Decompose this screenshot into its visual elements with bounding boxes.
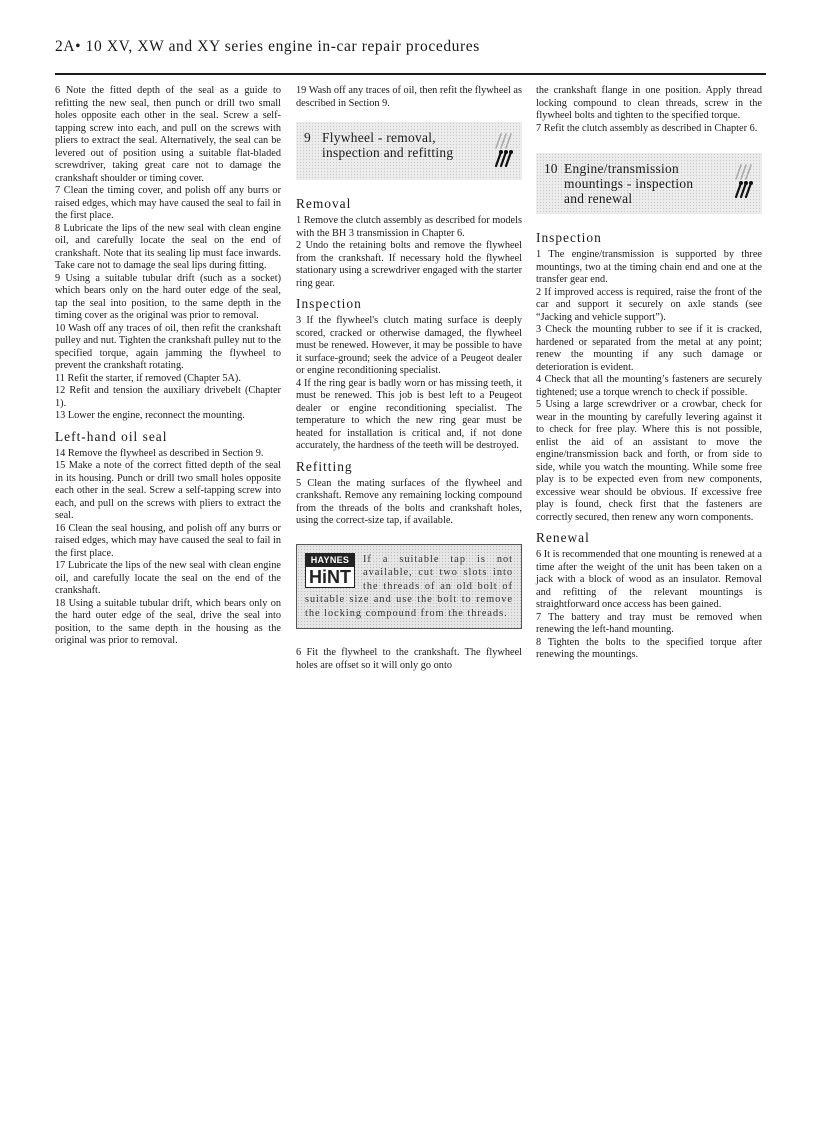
paragraph: 16 Clean the seal housing, and polish off any burrs or raised edges, which may have caused the seal to fail in the first place.	[55, 522, 281, 559]
paragraph: 1 The engine/transmission is supported by three mountings, two at the timing chain end and one at the transfer gear end.	[536, 249, 762, 285]
subheading-inspection: Inspection	[296, 296, 362, 311]
header-rule	[55, 73, 766, 75]
paragraph: 6 It is recommended that one mounting is renewed at a time after the weight of the unit has been taken on a jack with a block of wood as an insulator. Removal and refitting of the relevant mountings is straightforward once access has been gained.	[536, 549, 762, 610]
paragraph: 4 Check that all the mounting’s fasteners are securely tightened; use a torque wrench to check if possible.	[536, 374, 762, 398]
section-title: Engine/transmission mountings - inspection and renewal	[564, 161, 694, 206]
paragraph: 5 Clean the mating surfaces of the flywheel and crankshaft. Remove any remaining locking compound from the threads of the bolts and crankshaft holes, using the correct-size tap, if available.	[296, 477, 522, 526]
paragraph: 6 Note the fitted depth of the seal as a guide to refitting the new seal, then punch or drill two small holes opposite each other in the seal. Screw a self-tapping screw into each, and pull on the screws with pliers to extract the seal. Alternatively, the seal can be levered out of position using a suitable flat-bladed screwdriver, taking great care not to damage the crankshaft shoulder or timing cover.	[55, 85, 281, 184]
hint-logo-top: HAYNES	[306, 554, 354, 567]
paragraph: 10 Wash off any traces of oil, then refit the crankshaft pulley and nut. Tighten the crankshaft pulley nut to the specified torque, again jamming the flywheel to prevent the crankshaft rotating.	[55, 322, 281, 371]
section-number: 9	[304, 130, 311, 145]
paragraph: 2 If improved access is required, raise the front of the car and support it securely on axle stands (see “Jacking and vehicle support”).	[536, 286, 762, 323]
paragraph: 5 Using a large screwdriver or a crowbar, check for wear in the mounting by carefully levering against it to check for free play. Where this is not possible, enlist the aid of an assistant to move the engine/transmission back and forth, or from side to side, while you watch the mounting. While some free play is to be expected even from new components, excessive wear should be obvious. If excessive free play is found, check first that the fasteners are correctly secured, then renew any worn components.	[536, 399, 762, 523]
subheading-renewal: Renewal	[536, 530, 590, 545]
paragraph: 18 Using a suitable tubular drift, which bears only on the hard outer edge of the seal, drive the seal into position, to the same depth in the housing as the original was prior to removal.	[55, 597, 281, 646]
paragraph: 4 If the ring gear is badly worn or has missing teeth, it must be renewed. This job is best left to a Peugeot dealer or engine reconditioning specialist. The temperature to which the new ring gear must be heated for installation is critical and, if not done accurately, the hardness of the teeth will be destroyed.	[296, 377, 522, 451]
hint-text: If a suitable tap is not available, cut two slots into the threads of an old bolt of suitable size and use the bolt to remove the locking compound from the threads.	[305, 553, 513, 619]
haynes-hint-logo	[305, 553, 355, 588]
paragraph: 9 Using a suitable tubular drift (such as a socket) which bears only on the hard outer edge of the seal, tap the seal into position, to the same depth in the timing cover as the original was prior to removal.	[55, 272, 281, 321]
paragraph: 14 Remove the flywheel as described in Section 9.	[55, 447, 264, 459]
column-2	[296, 85, 522, 672]
subheading-inspection: Inspection	[536, 230, 602, 245]
paragraph: 7 The battery and tray must be removed when renewing the left-hand mounting.	[536, 611, 762, 635]
paragraph: the crankshaft flange in one position. Apply thread locking compound to clean threads, screw in the flywheel bolts and tighten to the specified torque.	[536, 85, 762, 121]
subheading-removal: Removal	[296, 196, 352, 211]
paragraph: 3 Check the mounting rubber to see if it is cracked, hardened or separated from the metal at any point; renew the mounting if any such damage or deterioration is evident.	[536, 324, 762, 373]
hint-logo-bottom: HiNT	[309, 566, 351, 587]
paragraph: 11 Refit the starter, if removed (Chapter 5A).	[55, 372, 241, 384]
paragraph: 15 Make a note of the correct fitted depth of the seal in its housing. Punch or drill two small holes opposite each other in the seal. Screw a self-tapping screw into each, and pull on the screws with pliers to extract the seal.	[55, 460, 281, 521]
column-3	[536, 85, 762, 662]
section-heading-box	[296, 122, 522, 180]
section-number: 10	[544, 161, 558, 176]
paragraph: 6 Fit the flywheel to the crankshaft. The flywheel holes are offset so it will only go onto	[296, 647, 522, 671]
paragraph: 8 Tighten the bolts to the specified torque after renewing the mountings.	[536, 636, 762, 660]
paragraph: 1 Remove the clutch assembly as described for models with the BH 3 transmission in Chapter 6.	[296, 215, 522, 239]
section-heading-box	[536, 153, 762, 214]
difficulty-spanners-icon	[492, 130, 514, 168]
subheading-refitting: Refitting	[296, 458, 353, 474]
paragraph: 19 Wash off any traces of oil, then refit the flywheel as described in Section 9.	[296, 85, 522, 109]
paragraph: 2 Undo the retaining bolts and remove the flywheel from the crankshaft. If necessary hold the flywheel stationary using a screwdriver engaged with the starter ring gear.	[296, 240, 522, 289]
paragraph: 3 If the flywheel's clutch mating surface is deeply scored, cracked or otherwise damaged, the flywheel must be renewed. However, it may be possible to have it surface-ground; seek the advice of a Peugeot dealer or engine reconditioning specialist.	[296, 315, 522, 376]
paragraph: 8 Lubricate the lips of the new seal with clean engine oil, and carefully locate the seal on the end of crankshaft. Note that its sealing lip must face inwards. Take care not to damage the seal lips during fitting.	[55, 222, 281, 271]
subheading-left-hand-oil-seal: Left-hand oil seal	[55, 428, 168, 444]
difficulty-spanners-icon	[732, 161, 754, 199]
page-header: 2A• 10 XV, XW and XY series engine in-car repair procedures	[55, 38, 480, 55]
column-1	[55, 85, 281, 648]
paragraph: 12 Refit and tension the auxiliary drivebelt (Chapter 1).	[55, 385, 281, 409]
section-title: Flywheel - removal, inspection and refitting	[322, 130, 454, 160]
haynes-hint-box	[296, 544, 522, 630]
paragraph: 17 Lubricate the lips of the new seal with clean engine oil, and carefully locate the seal on the end of the crankshaft.	[55, 560, 281, 596]
paragraph: 13 Lower the engine, reconnect the mounting.	[55, 410, 245, 421]
paragraph: 7 Clean the timing cover, and polish off any burrs or raised edges, which may have caused the seal to fail in the first place.	[55, 185, 281, 221]
paragraph: 7 Refit the clutch assembly as described in Chapter 6.	[536, 122, 758, 134]
